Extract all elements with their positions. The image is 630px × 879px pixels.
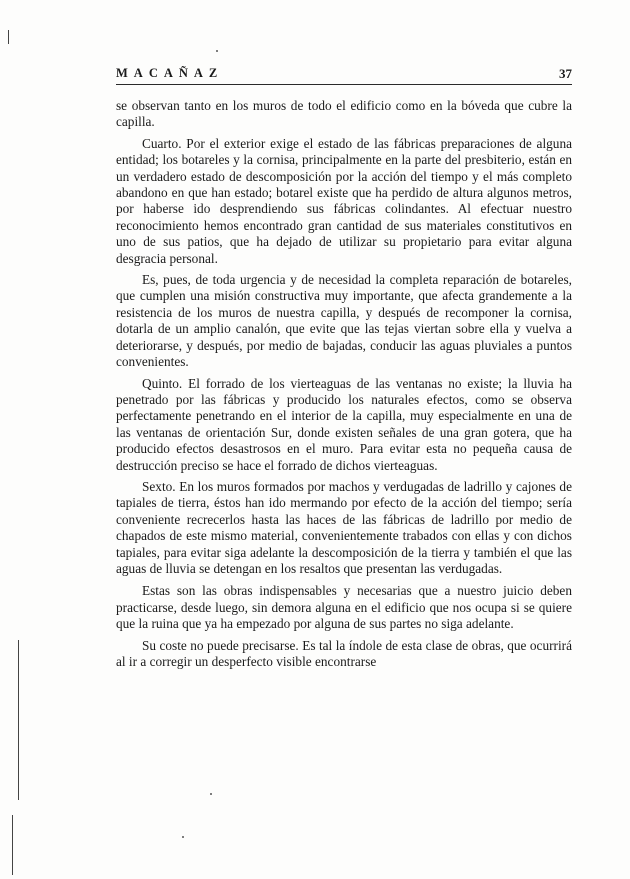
paragraph-obras: Estas son las obras indispensables y necesarias que a nuestro juicio deben practicarse, desde luego, sin demora alguna en el edificio que nos ocupa si se quiere que la ruina que ya ha empezado por alguna de sus partes no siga adelante. — [116, 583, 572, 632]
scan-speck — [210, 793, 212, 795]
header-rule — [116, 84, 572, 85]
paragraph-botareles: Es, pues, de toda urgencia y de necesidad la completa reparación de botareles, que cumplen una misión constructiva muy importante, que afecta grandemente a la resistencia de los muros de nuestra capilla, y después de recomponer la cornisa, dotarla de un amplio canalón, que evite que las tejas viertan sobre ella y vuelva a deteriorarse, y después, por medio de bajadas, conducir las aguas pluviales a puntos convenientes. — [116, 272, 572, 370]
scan-margin-mark — [8, 30, 9, 44]
scan-speck — [182, 836, 184, 838]
scan-margin-mark — [18, 640, 19, 800]
running-title: MACAÑAZ — [116, 66, 224, 80]
paragraph-coste: Su coste no puede precisarse. Es tal la índole de esta clase de obras, que ocurrirá al ir a corregir un desperfecto visible encontrarse — [116, 637, 572, 669]
page-number: 37 — [559, 66, 572, 81]
paragraph-continuation: se observan tanto en los muros de todo el edificio como en la bóveda que cubre la capilla. — [116, 98, 572, 130]
scan-speck — [216, 50, 218, 52]
paragraph-cuarto: Cuarto. Por el exterior exige el estado de las fábricas preparaciones de alguna entidad; los botareles y la cornisa, principalmente en la parte del presbiterio, están en un verdadero estado de descomposición por la acción del tiempo y el más completo abandono en que han estado; botarel existe que ha perdido de altura algunos metros, por haberse ido desprendiendo sus fábricas colindantes. Al efectuar nuestro reconocimiento hemos encontrado gran cantidad de sus materiales constitutivos en uno de sus patios, que ha dejado de utilizar su propietario para evitar alguna desgracia personal. — [116, 135, 572, 266]
paragraph-sexto: Sexto. En los muros formados por machos y verdugadas de ladrillo y cajones de tapiales de tierra, éstos han ido mermando por efecto de la acción del tiempo; sería conveniente recrecerlos hasta las haces de las fábricas de ladrillo por medio de chapados de este mismo material, convenientemente trabados con ellas y con dichos tapiales, para evitar siga adelante la descomposición de la tierra y también el que las aguas de lluvia se detengan en los resaltos que presentan las verdugadas. — [116, 478, 572, 576]
running-head — [116, 62, 572, 88]
scan-margin-mark — [12, 815, 13, 875]
body-text — [116, 98, 572, 675]
paragraph-quinto: Quinto. El forrado de los vierteaguas de las ventanas no existe; la lluvia ha penetrado por las fábricas y producido los naturales efectos, como se observa perfectamente penetrando en el interior de la capilla, muy especialmente en una de las ventanas de orientación Sur, donde existen señales de una gran gotera, que ha producido efectos desastrosos en el muro. Para evitar esta no pequeña causa de destrucción preciso se hace el forrado de dichos vierteaguas. — [116, 375, 572, 473]
